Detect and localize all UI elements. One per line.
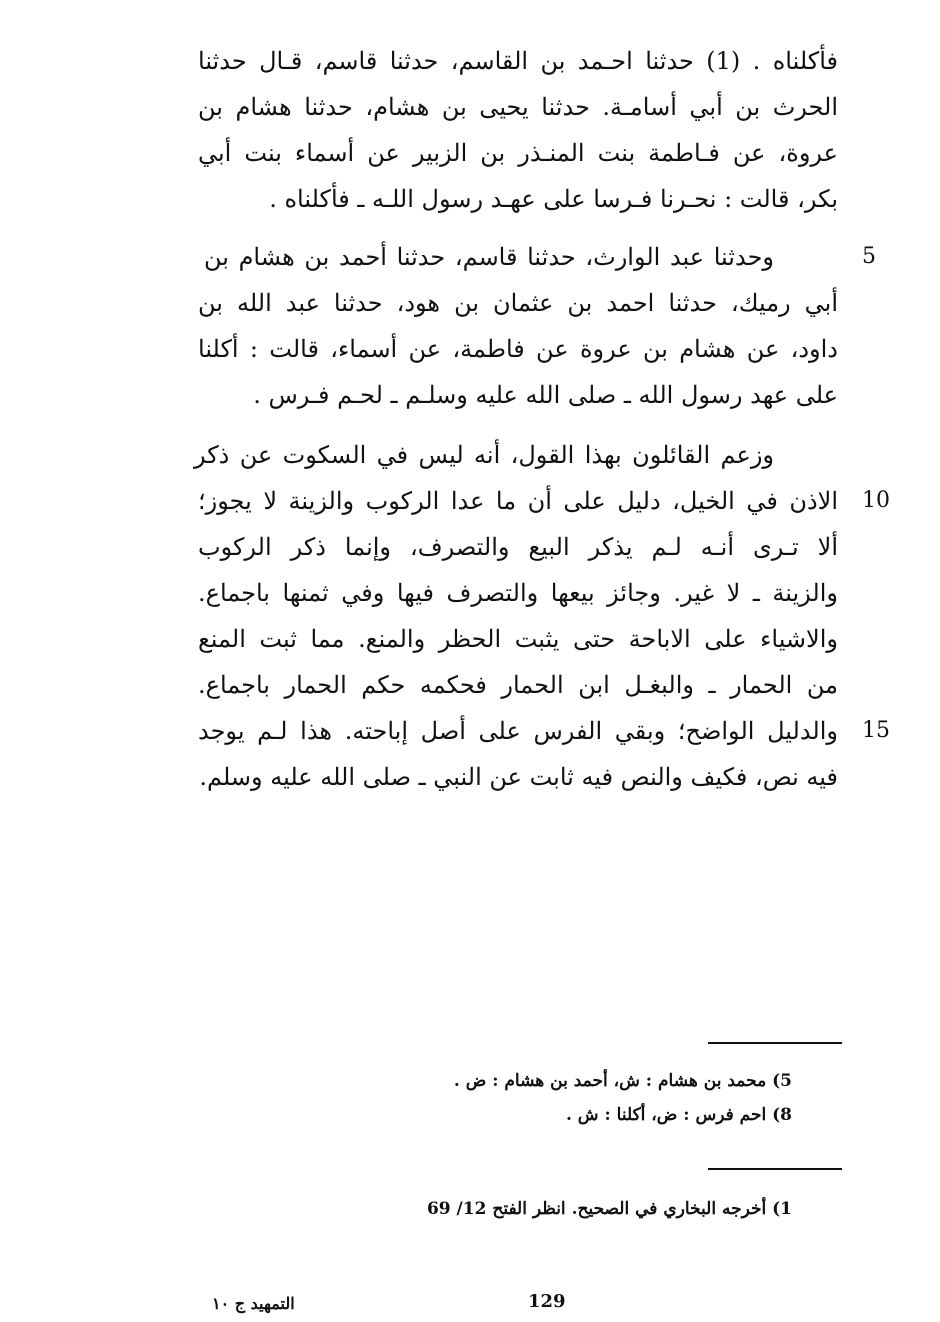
text-line: داود، عن هشام بن عروة عن فاطمة، عن أسماء، قالت : أكلنا <box>198 335 838 363</box>
signature-mark: التمهيد ج ١٠ <box>212 1294 295 1313</box>
text-line: أبي رميك، حدثنا احمد بن عثمان بن هود، حدثنا عبد الله بن <box>198 289 838 317</box>
text-line: ألا تـرى أنـه لـم يذكر البيع والتصرف، وإنما ذكر الركوب <box>198 533 838 561</box>
apparatus-divider <box>708 1042 842 1044</box>
page-number: 129 <box>528 1291 566 1312</box>
text-line: والاشياء على الاباحة حتى يثبت الحظر والمنع. مما ثبت المنع <box>198 625 838 653</box>
text-line: عروة، عن فـاطمة بنت المنـذر بن الزبير عن أسماء بنت أبي <box>198 139 838 167</box>
text-line: بكر، قالت : نحـرنا فـرسا على عهـد رسول اللـه ـ فأكلناه . <box>269 185 838 213</box>
footnote-divider <box>708 1168 842 1170</box>
variant-note: 8) احم فرس : ض، أكلنا : ش . <box>565 1105 792 1125</box>
text-line: والدليل الواضح؛ وبقي الفرس على أصل إباحته. هذا لـم يوجد <box>198 717 839 745</box>
text-line: من الحمار ـ والبغـل ابن الحمار فحكمه حكم الحمار باجماع. <box>198 671 838 699</box>
text-line: والزينة ـ لا غير. وجائز بيعها والتصرف فيها وفي ثمنها باجماع. <box>198 579 838 607</box>
text-line: الاذن في الخيل، دليل على أن ما عدا الركوب والزينة لا يجوز؛ <box>198 487 838 515</box>
text-line: فيه نص، فكيف والنص فيه ثابت عن النبي ـ صلى الله عليه وسلم. <box>199 763 838 791</box>
footnote: 1) أخرجه البخاري في الصحيح. انظر الفتح 12/ 69 <box>426 1199 792 1219</box>
variant-note: 5) محمد بن هشام : ش، أحمد بن هشام : ض . <box>453 1071 792 1091</box>
text-line: فأكلناه . (1) حدثنا احـمد بن القاسم، حدثنا قاسم، قـال حدثنا <box>198 47 838 75</box>
text-line: على عهد رسول الله ـ صلى الله عليه وسلـم ـ لحـم فـرس . <box>253 381 838 409</box>
text-line: وحدثنا عبد الوارث، حدثنا قاسم، حدثنا أحمد بن هشام بن <box>204 243 774 271</box>
line-number: 10 <box>862 488 890 513</box>
text-line: وزعم القائلون بهذا القول، أنه ليس في السكوت عن ذكر <box>194 441 774 469</box>
line-number: 5 <box>862 244 876 269</box>
text-line: الحرث بن أبي أسامـة. حدثنا يحيى بن هشام، حدثنا هشام بن <box>198 93 838 121</box>
line-number: 15 <box>862 718 890 743</box>
